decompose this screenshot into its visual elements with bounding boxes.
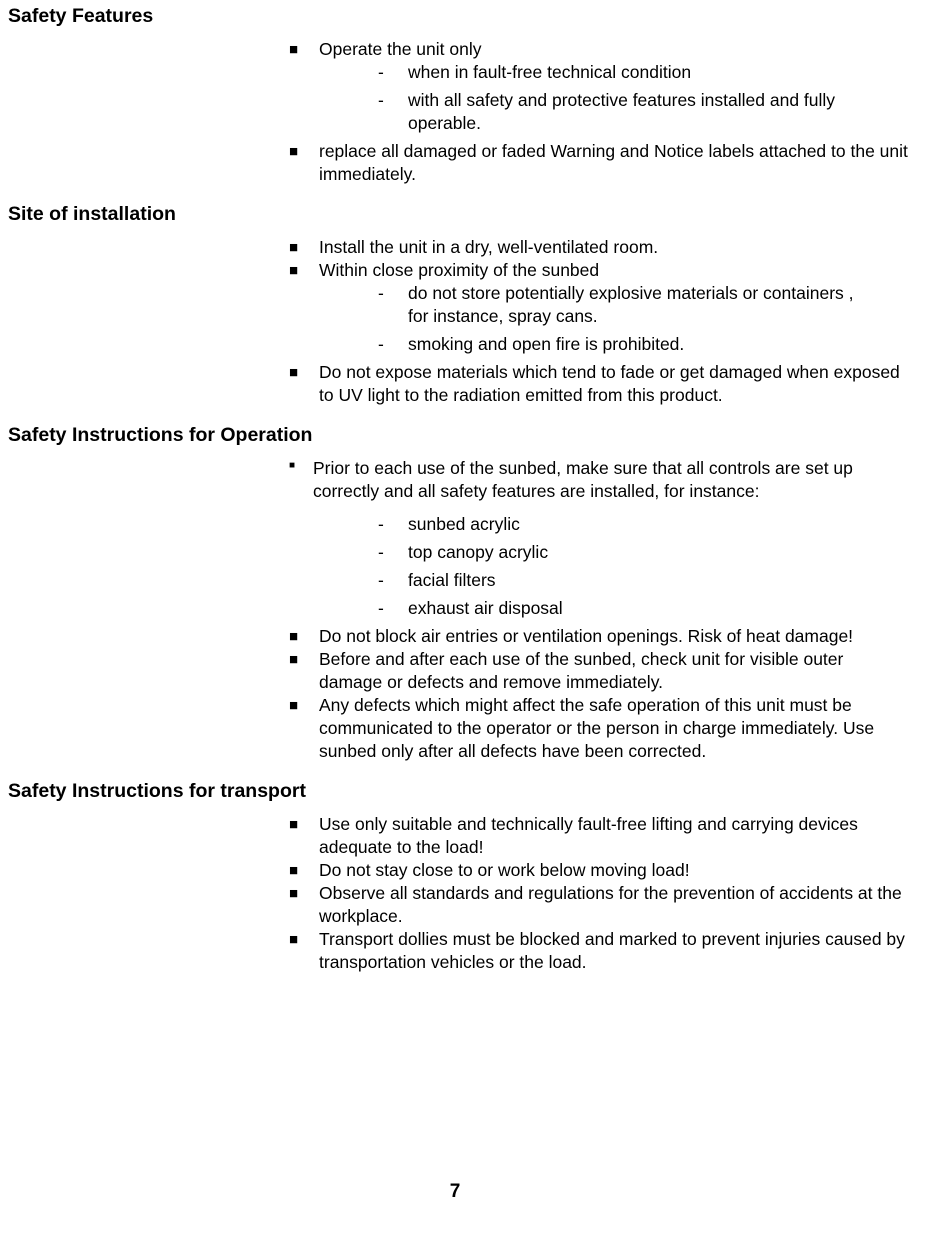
bullet-icon: ■ [289, 816, 299, 833]
sub-list-item-text: top canopy acrylic [408, 542, 549, 562]
small-bullet-icon: ■ [289, 460, 296, 471]
list-item-text: Do not expose materials which tend to fade or get damaged when exposed to UV light to the radiation emitted from this product. [319, 362, 900, 405]
dash-marker: - [378, 90, 384, 110]
sub-list-item [378, 89, 878, 135]
sub-list-item-text: with all safety and protective features installed and fully operable. [408, 90, 836, 133]
section-heading-operation: Safety Instructions for Operation [8, 424, 313, 446]
bullet-icon: ■ [289, 885, 299, 902]
list-item [289, 813, 909, 859]
section-heading-site-of-installation: Site of installation [8, 203, 176, 225]
dash-marker: - [378, 598, 384, 618]
page-number: 7 [449, 1181, 461, 1202]
sub-list-item-text: facial filters [408, 570, 496, 590]
list-item [289, 38, 909, 61]
list-item [289, 361, 909, 407]
bullet-icon: ■ [289, 262, 299, 279]
list-item-text: Prior to each use of the sunbed, make sure that all controls are set up correctly and all safety features are installed, for instance: [313, 458, 853, 501]
list-item [289, 140, 909, 186]
sub-list-item-text: exhaust air disposal [408, 598, 563, 618]
list-item-text: Use only suitable and technically fault-free lifting and carrying devices adequate to the load! [319, 814, 858, 857]
dash-marker: - [378, 542, 384, 562]
list-item-text: replace all damaged or faded Warning and Notice labels attached to the unit immediately. [319, 141, 908, 184]
list-item-text: Before and after each use of the sunbed, check unit for visible outer damage or defects and remove immediately. [319, 649, 844, 692]
sub-list-item [378, 513, 878, 536]
list-item [289, 928, 909, 974]
list-item [289, 882, 909, 928]
list-item [289, 457, 909, 503]
bullet-icon: ■ [289, 364, 299, 381]
sub-list-item [378, 597, 878, 620]
list-item-text: Observe all standards and regulations for the prevention of accidents at the workplace. [319, 883, 902, 926]
list-item-text: Operate the unit only [319, 39, 482, 59]
sub-list-item-text: when in fault-free technical condition [408, 62, 692, 82]
sub-list-item [378, 333, 878, 356]
bullet-icon: ■ [289, 143, 299, 160]
bullet-icon: ■ [289, 931, 299, 948]
sub-list-item-text: sunbed acrylic [408, 514, 520, 534]
bullet-icon: ■ [289, 41, 299, 58]
section-heading-safety-features: Safety Features [8, 5, 154, 27]
list-item-text: Do not stay close to or work below moving load! [319, 860, 690, 880]
dash-marker: - [378, 283, 384, 303]
bullet-icon: ■ [289, 239, 299, 256]
dash-marker: - [378, 570, 384, 590]
bullet-icon: ■ [289, 651, 299, 668]
list-item [289, 236, 909, 259]
bullet-icon: ■ [289, 697, 299, 714]
dash-marker: - [378, 334, 384, 354]
sub-list-item-text: do not store potentially explosive materials or containers , for instance, spray cans. [408, 283, 854, 326]
list-item-text: Install the unit in a dry, well-ventilated room. [319, 237, 659, 257]
list-item-text: Do not block air entries or ventilation openings. Risk of heat damage! [319, 626, 854, 646]
list-item-text: Within close proximity of the sunbed [319, 260, 600, 280]
bullet-icon: ■ [289, 862, 299, 879]
list-item [289, 694, 909, 763]
sub-list-item [378, 541, 878, 564]
list-item [289, 625, 909, 648]
sub-list-item [378, 282, 878, 328]
dash-marker: - [378, 514, 384, 534]
sub-list-item-text: smoking and open fire is prohibited. [408, 334, 685, 354]
section-heading-transport: Safety Instructions for transport [8, 780, 306, 802]
bullet-icon: ■ [289, 628, 299, 645]
list-item-text: Any defects which might affect the safe operation of this unit must be communicated to the operator or the person in charge immediately. Use sunbed only after all defects have been corrected. [319, 695, 875, 761]
sub-list-item [378, 569, 878, 592]
dash-marker: - [378, 62, 384, 82]
list-item [289, 648, 909, 694]
list-item [289, 859, 909, 882]
list-item-text: Transport dollies must be blocked and marked to prevent injuries caused by transportation vehicles or the load. [319, 929, 905, 972]
sub-list-item [378, 61, 878, 84]
list-item [289, 259, 909, 282]
